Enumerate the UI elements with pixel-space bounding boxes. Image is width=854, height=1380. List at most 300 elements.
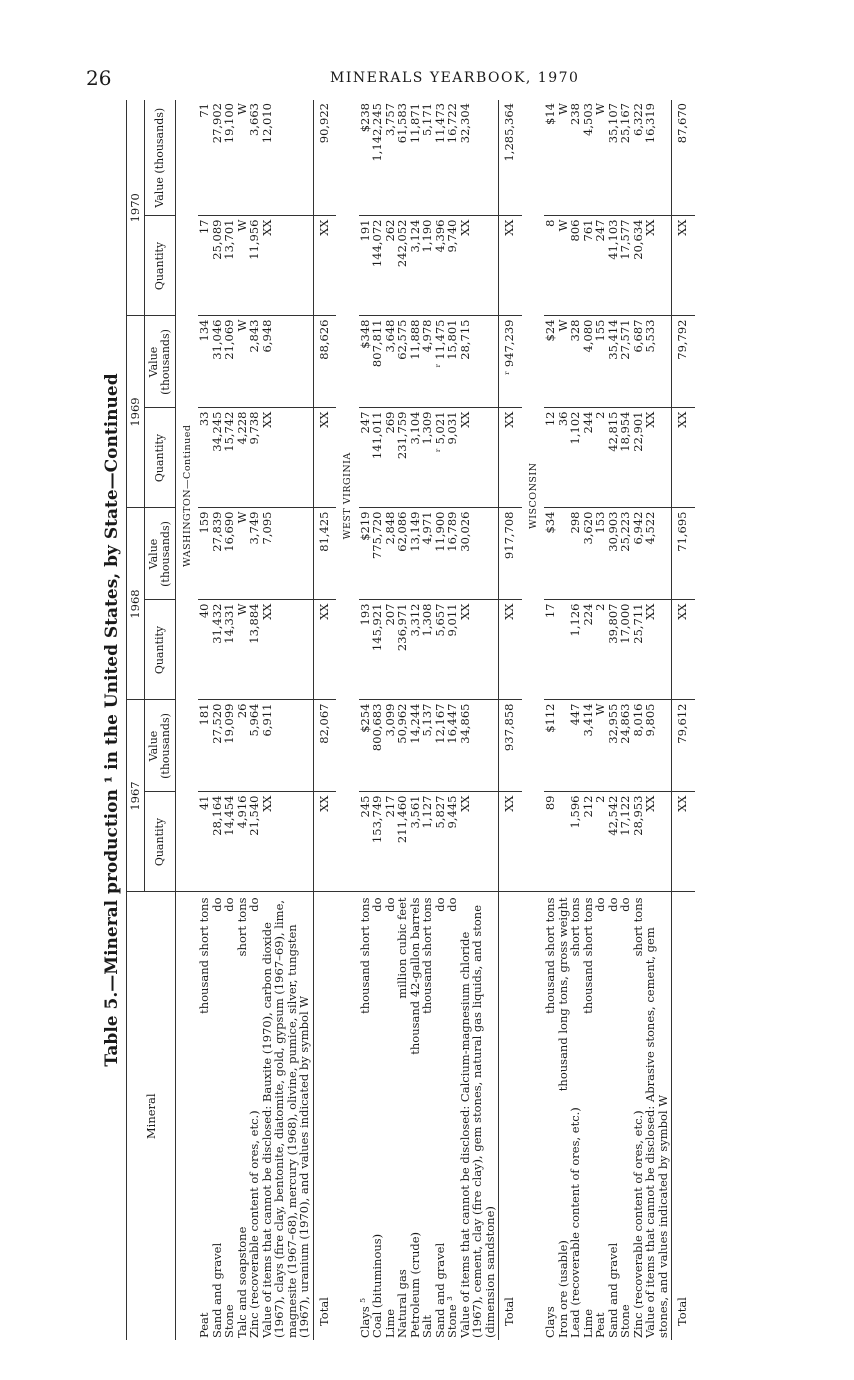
value-cell: ʳ 11,475	[434, 316, 447, 408]
value-cell: $348	[359, 316, 372, 408]
value-cell: 62,086	[396, 508, 409, 600]
value-cell: W	[236, 316, 249, 408]
quantity-cell: 25,711	[632, 600, 645, 700]
quantity-cell: XX	[644, 408, 669, 508]
value-cell: 775,720	[371, 508, 384, 600]
total-value-cell: 82,067	[313, 700, 336, 792]
value-cell: 16,722	[446, 100, 459, 216]
unit-label: short tons	[630, 897, 645, 957]
value-cell: 35,414	[607, 316, 620, 408]
quantity-cell: 212	[582, 792, 595, 892]
quantity-cell: 211,460	[396, 792, 409, 892]
quantity-cell: 33	[198, 408, 211, 508]
value-cell: 7,095	[261, 508, 311, 600]
running-head: MINERALS YEARBOOK, 1970	[330, 70, 580, 86]
quantity-cell: 4,396	[434, 216, 447, 316]
year-header-1967: 1967	[127, 700, 145, 892]
quantity-cell: 242,052	[396, 216, 409, 316]
value-cell: 12,010	[261, 100, 311, 216]
quantity-cell: 145,921	[371, 600, 384, 700]
quantity-cell: ʳ 5,021	[434, 408, 447, 508]
unit-label: do	[247, 897, 261, 912]
total-quantity-cell: XX	[672, 600, 695, 700]
value-cell: 3,099	[384, 700, 397, 792]
mineral-label: Iron ore (usable)	[555, 1240, 570, 1338]
quantity-cell: 42,815	[607, 408, 620, 508]
total-value-cell: 81,425	[313, 508, 336, 600]
mineral-label: Salt	[420, 1314, 434, 1338]
total-value-cell: 79,612	[672, 700, 695, 792]
quantity-cell: 12	[544, 408, 557, 508]
quantity-cell: XX	[261, 600, 311, 700]
quantity-cell: 89	[544, 792, 557, 892]
mineral-label: Value of items that cannot be disclosed: Abrasive stones, cement, gem stones, and values indicated by symbol W	[643, 927, 670, 1338]
quantity-cell: 144,072	[371, 216, 384, 316]
section-heading: WEST VIRGINIA	[336, 100, 359, 892]
unit-label: do	[618, 897, 632, 912]
value-cell: 3,663	[248, 100, 261, 216]
value-cell: 11,473	[434, 100, 447, 216]
total-label: Total	[675, 1297, 689, 1326]
quantity-cell: XX	[459, 600, 497, 700]
mineral-label: Zinc (recoverable content of ores, etc.)	[247, 1110, 261, 1338]
quantity-cell: 191	[359, 216, 372, 316]
quantity-cell: 245	[359, 792, 372, 892]
value-cell: 71	[198, 100, 211, 216]
year-header-1970: 1970	[127, 100, 145, 316]
mineral-label: Stone ³	[445, 1296, 459, 1338]
value-cell: 2,848	[384, 508, 397, 600]
total-label: Total	[316, 1297, 331, 1326]
quantity-cell: 17	[544, 600, 557, 700]
value-cell: 21,069	[223, 316, 236, 408]
quantity-cell: 247	[359, 408, 372, 508]
value-cell: 14,244	[409, 700, 422, 792]
quantity-cell: 14,331	[223, 600, 236, 700]
value-cell: 25,223	[619, 508, 632, 600]
value-cell: 25,167	[619, 100, 632, 216]
quantity-cell: 34,245	[211, 408, 224, 508]
quantity-cell: 17,000	[619, 600, 632, 700]
quantity-cell: 244	[582, 408, 595, 508]
quantity-cell: 269	[384, 408, 397, 508]
value-header: Value (thousands)	[144, 316, 175, 408]
unit-label: do	[222, 897, 236, 912]
unit-label: do	[445, 897, 459, 912]
mineral-label: Value of items that cannot be disclosed: Bauxite (1970), carbon dioxide (1967), clays (fire clay, bentonite, diatomite, gold, gypsum (1967–69), lime, magnesite (1967–68), mercury (1968), olivine, pumice, silver, tungsten (1967), uranium (1970), and values indicated by symbol W	[259, 899, 311, 1338]
table-row	[421, 100, 434, 1340]
value-cell: 8,016	[632, 700, 645, 792]
quantity-cell: XX	[459, 792, 497, 892]
quantity-cell: 1,308	[421, 600, 434, 700]
mineral-label: Stone	[222, 1304, 236, 1338]
unit-label: thousand short tons	[420, 897, 434, 1014]
total-row	[499, 100, 522, 1340]
quantity-cell: 9,740	[446, 216, 459, 316]
quantity-cell: XX	[459, 408, 497, 508]
value-cell: W	[594, 100, 607, 216]
quantity-cell: 28,164	[211, 792, 224, 892]
value-cell: W	[236, 100, 249, 216]
table-row	[223, 100, 236, 1340]
quantity-cell: 36	[557, 408, 570, 508]
table-row	[644, 100, 669, 1340]
quantity-cell: 3,561	[409, 792, 422, 892]
total-quantity-cell: XX	[672, 216, 695, 316]
quantity-cell: 231,759	[396, 408, 409, 508]
mineral-label-cell	[434, 892, 447, 1340]
mineral-label: Lime	[382, 1308, 397, 1338]
total-value-cell: 917,708	[499, 508, 522, 600]
quantity-cell: 2	[594, 408, 607, 508]
quantity-cell: 3,104	[409, 408, 422, 508]
quantity-cell: 1,102	[569, 408, 582, 508]
unit-label: do	[370, 897, 384, 912]
value-cell: 30,903	[607, 508, 620, 600]
quantity-cell: 1,126	[569, 600, 582, 700]
unit-label: million cubic feet	[395, 897, 409, 999]
quantity-cell: 1,127	[421, 792, 434, 892]
value-cell: 238	[569, 100, 582, 216]
mineral-label: Clays	[543, 1306, 557, 1338]
unit-label: do	[432, 897, 447, 912]
mineral-label-cell	[607, 892, 620, 1340]
quantity-cell: 15,742	[223, 408, 236, 508]
quantity-header: Quantity	[144, 600, 175, 700]
quantity-cell: 4,228	[236, 408, 249, 508]
total-value-cell: 1,285,364	[499, 100, 522, 216]
quantity-cell: 41	[198, 792, 211, 892]
unit-label: thousand short tons	[357, 897, 372, 1014]
quantity-cell: 2	[594, 600, 607, 700]
value-cell: $238	[359, 100, 372, 216]
mineral-label: Talc and soapstone	[234, 1226, 249, 1338]
value-cell: 447	[569, 700, 582, 792]
total-value-cell: ʳ 947,239	[499, 316, 522, 408]
value-cell: 3,757	[384, 100, 397, 216]
page-number: 26	[86, 66, 112, 90]
mineral-label: Clays ⁵	[357, 1298, 372, 1338]
quantity-cell: 18,954	[619, 408, 632, 508]
mineral-label: Sand and gravel	[209, 1242, 224, 1338]
value-cell: 50,962	[396, 700, 409, 792]
mineral-label: Sand and gravel	[432, 1242, 447, 1338]
quantity-cell: 13,701	[223, 216, 236, 316]
quantity-cell: 262	[384, 216, 397, 316]
table-row	[582, 100, 595, 1340]
value-cell: 16,319	[644, 100, 669, 216]
quantity-cell: XX	[261, 792, 311, 892]
value-cell: 1,142,245	[371, 100, 384, 216]
value-cell: $254	[359, 700, 372, 792]
value-cell: 28,715	[459, 316, 497, 408]
unit-label: thousand short tons	[197, 897, 211, 1014]
total-quantity-cell: XX	[313, 600, 336, 700]
quantity-cell: W	[236, 600, 249, 700]
quantity-cell: 141,011	[371, 408, 384, 508]
value-cell: 6,948	[261, 316, 311, 408]
total-quantity-cell: XX	[313, 408, 336, 508]
value-cell: 2,843	[248, 316, 261, 408]
value-cell: $112	[544, 700, 557, 792]
value-cell: 4,978	[421, 316, 434, 408]
total-row	[672, 100, 695, 1340]
quantity-cell: 1,309	[421, 408, 434, 508]
value-cell: 13,149	[409, 508, 422, 600]
quantity-cell: 217	[384, 792, 397, 892]
quantity-cell: 224	[582, 600, 595, 700]
quantity-cell: 207	[384, 600, 397, 700]
unit-label: short tons	[568, 897, 582, 957]
quantity-cell: XX	[644, 792, 669, 892]
value-header: Value (thousands)	[144, 700, 175, 792]
value-cell: $24	[544, 316, 557, 408]
value-cell: 26	[236, 700, 249, 792]
quantity-cell: 193	[359, 600, 372, 700]
value-cell: 153	[594, 508, 607, 600]
total-value-cell: 87,670	[672, 100, 695, 216]
total-quantity-cell: XX	[499, 600, 522, 700]
quantity-cell: XX	[644, 216, 669, 316]
quantity-cell: 247	[594, 216, 607, 316]
unit-label: do	[605, 897, 620, 912]
quantity-cell: 13,884	[248, 600, 261, 700]
quantity-cell: XX	[261, 408, 311, 508]
table-body	[175, 100, 695, 1340]
unit-label: short tons	[234, 897, 249, 957]
quantity-cell: 9,445	[446, 792, 459, 892]
quantity-cell: 1,596	[569, 792, 582, 892]
value-cell: 27,520	[211, 700, 224, 792]
value-cell: W	[594, 700, 607, 792]
value-cell: 34,865	[459, 700, 497, 792]
mineral-label: Lime	[580, 1308, 595, 1338]
table-row	[198, 100, 211, 1340]
quantity-cell: 31,432	[211, 600, 224, 700]
total-label: Total	[502, 1297, 516, 1326]
quantity-cell: XX	[261, 216, 311, 316]
quantity-cell: 21,540	[248, 792, 261, 892]
quantity-cell: 9,011	[446, 600, 459, 700]
quantity-cell: W	[557, 216, 570, 316]
mineral-label: Sand and gravel	[605, 1242, 620, 1338]
quantity-cell: 2	[594, 792, 607, 892]
mineral-label: Zinc (recoverable content of ores, etc.)	[630, 1110, 645, 1338]
table-row	[594, 100, 607, 1340]
total-row	[313, 100, 336, 1340]
quantity-cell: 806	[569, 216, 582, 316]
mineral-label: Stone	[618, 1304, 632, 1338]
quantity-cell: 28,953	[632, 792, 645, 892]
value-cell: W	[557, 316, 570, 408]
table-row	[459, 100, 497, 1340]
quantity-cell: 1,190	[421, 216, 434, 316]
mineral-label: Peat	[197, 1312, 211, 1338]
quantity-cell: 42,542	[607, 792, 620, 892]
quantity-cell: 5,657	[434, 600, 447, 700]
mineral-label: Petroleum (crude)	[407, 1231, 422, 1338]
value-cell: 134	[198, 316, 211, 408]
value-cell: 159	[198, 508, 211, 600]
value-cell: 11,900	[434, 508, 447, 600]
table-row	[371, 100, 384, 1340]
quantity-cell: 3,124	[409, 216, 422, 316]
value-cell: 27,902	[211, 100, 224, 216]
quantity-cell: 9,738	[248, 408, 261, 508]
value-cell: 9,805	[644, 700, 669, 792]
value-cell: 27,571	[619, 316, 632, 408]
value-cell: 807,811	[371, 316, 384, 408]
year-header-1968: 1968	[127, 508, 145, 700]
value-cell: 4,503	[582, 100, 595, 216]
quantity-cell: 41,103	[607, 216, 620, 316]
quantity-cell: 20,634	[632, 216, 645, 316]
value-cell: 6,322	[632, 100, 645, 216]
mineral-label-cell	[582, 892, 595, 1340]
value-cell: 6,942	[632, 508, 645, 600]
quantity-cell: 153,749	[371, 792, 384, 892]
quantity-cell: 22,901	[632, 408, 645, 508]
value-cell: 3,648	[384, 316, 397, 408]
quantity-cell: 17,577	[619, 216, 632, 316]
mineral-label-cell	[644, 892, 669, 1340]
mineral-label-cell	[371, 892, 384, 1340]
mineral-label: Peat	[593, 1312, 607, 1338]
unit-label: thousand long tons, gross weight	[555, 897, 570, 1092]
total-value-cell: 71,695	[672, 508, 695, 600]
mineral-label-cell	[261, 892, 311, 1340]
unit-label: thousand 42-gallon barrels	[407, 897, 422, 1055]
total-value-cell: 937,858	[499, 700, 522, 792]
value-cell: 4,971	[421, 508, 434, 600]
value-cell: W	[557, 100, 570, 216]
total-quantity-cell: XX	[499, 792, 522, 892]
table-row	[396, 100, 409, 1340]
value-cell: 5,964	[248, 700, 261, 792]
total-quantity-cell: XX	[672, 792, 695, 892]
value-cell: 4,522	[644, 508, 669, 600]
year-header-1969: 1969	[127, 316, 145, 508]
unit-label: do	[382, 897, 397, 912]
mineral-label: Value of items that cannot be disclosed: Calcium-magnesium chloride (1967), cement, clay (fire clay), gem stones, natural gas liquids, and stone (dimension sandstone)	[457, 904, 497, 1338]
quantity-cell: 4,916	[236, 792, 249, 892]
quantity-cell: 8	[544, 216, 557, 316]
value-cell: 6,687	[632, 316, 645, 408]
value-cell: 15,801	[446, 316, 459, 408]
quantity-header: Quantity	[144, 408, 175, 508]
quantity-header: Quantity	[144, 216, 175, 316]
total-quantity-cell: XX	[499, 408, 522, 508]
quantity-cell: 39,807	[607, 600, 620, 700]
quantity-cell: 17	[198, 216, 211, 316]
mineral-label: Natural gas	[395, 1269, 409, 1338]
unit-label: do	[209, 897, 224, 912]
mineral-label: Lead (recoverable content of ores, etc.)	[568, 1107, 582, 1338]
quantity-cell: 236,971	[396, 600, 409, 700]
unit-label: thousand short tons	[580, 897, 595, 1014]
section-heading-row	[175, 100, 198, 1340]
value-cell: 800,683	[371, 700, 384, 792]
quantity-cell: 14,454	[223, 792, 236, 892]
value-cell: 31,046	[211, 316, 224, 408]
value-cell: 32,955	[607, 700, 620, 792]
value-cell: 30,026	[459, 508, 497, 600]
quantity-cell: 9,031	[446, 408, 459, 508]
value-header: Value (thousands)	[144, 508, 175, 600]
quantity-cell: 40	[198, 600, 211, 700]
total-quantity-cell: XX	[499, 216, 522, 316]
section-heading-row	[522, 100, 545, 1340]
quantity-cell: 17,122	[619, 792, 632, 892]
value-cell: 62,575	[396, 316, 409, 408]
total-value-cell: 88,626	[313, 316, 336, 408]
table-row	[261, 100, 311, 1340]
value-cell: 4,080	[582, 316, 595, 408]
mineral-label: Coal (bituminous)	[370, 1233, 384, 1338]
mineral-production-table	[126, 100, 695, 1340]
value-cell: 5,533	[644, 316, 669, 408]
value-cell: $219	[359, 508, 372, 600]
value-cell: 16,447	[446, 700, 459, 792]
value-cell: 27,839	[211, 508, 224, 600]
value-cell: 181	[198, 700, 211, 792]
value-cell: 3,749	[248, 508, 261, 600]
value-cell: W	[236, 508, 249, 600]
total-quantity-cell: XX	[313, 216, 336, 316]
value-cell: 19,100	[223, 100, 236, 216]
value-cell: 19,099	[223, 700, 236, 792]
total-quantity-cell: XX	[313, 792, 336, 892]
value-cell: 12,167	[434, 700, 447, 792]
unit-label: do	[593, 897, 607, 912]
value-header: Value (thousands)	[144, 100, 175, 216]
value-cell: 3,414	[582, 700, 595, 792]
value-cell: 24,863	[619, 700, 632, 792]
mineral-label-cell	[211, 892, 224, 1340]
rotated-table-block	[102, 100, 802, 1340]
section-heading: WASHINGTON—Continued	[175, 100, 198, 892]
quantity-cell: 11,956	[248, 216, 261, 316]
table-title: Table 5.—Mineral production ¹ in the United States, by State—Continued	[102, 373, 122, 1067]
quantity-cell: 25,089	[211, 216, 224, 316]
value-cell: 16,789	[446, 508, 459, 600]
table-row	[569, 100, 582, 1340]
quantity-cell: 761	[582, 216, 595, 316]
quantity-cell: W	[236, 216, 249, 316]
quantity-cell: 3,312	[409, 600, 422, 700]
value-cell: 11,888	[409, 316, 422, 408]
quantity-cell: XX	[459, 216, 497, 316]
value-cell: 35,107	[607, 100, 620, 216]
total-value-cell: 90,922	[313, 100, 336, 216]
table-row	[544, 100, 557, 1340]
mineral-column-header: Mineral	[127, 892, 176, 1340]
quantity-cell: 5,827	[434, 792, 447, 892]
value-cell: 328	[569, 316, 582, 408]
value-cell: 6,911	[261, 700, 311, 792]
value-cell: 32,304	[459, 100, 497, 216]
value-cell: $34	[544, 508, 557, 600]
quantity-cell: XX	[644, 600, 669, 700]
value-cell: 5,137	[421, 700, 434, 792]
value-cell: $14	[544, 100, 557, 216]
value-cell: 16,690	[223, 508, 236, 600]
section-heading: WISCONSIN	[522, 100, 545, 892]
mineral-label-cell	[569, 892, 582, 1340]
value-cell: 11,871	[409, 100, 422, 216]
value-cell: 3,620	[582, 508, 595, 600]
value-cell: 5,171	[421, 100, 434, 216]
